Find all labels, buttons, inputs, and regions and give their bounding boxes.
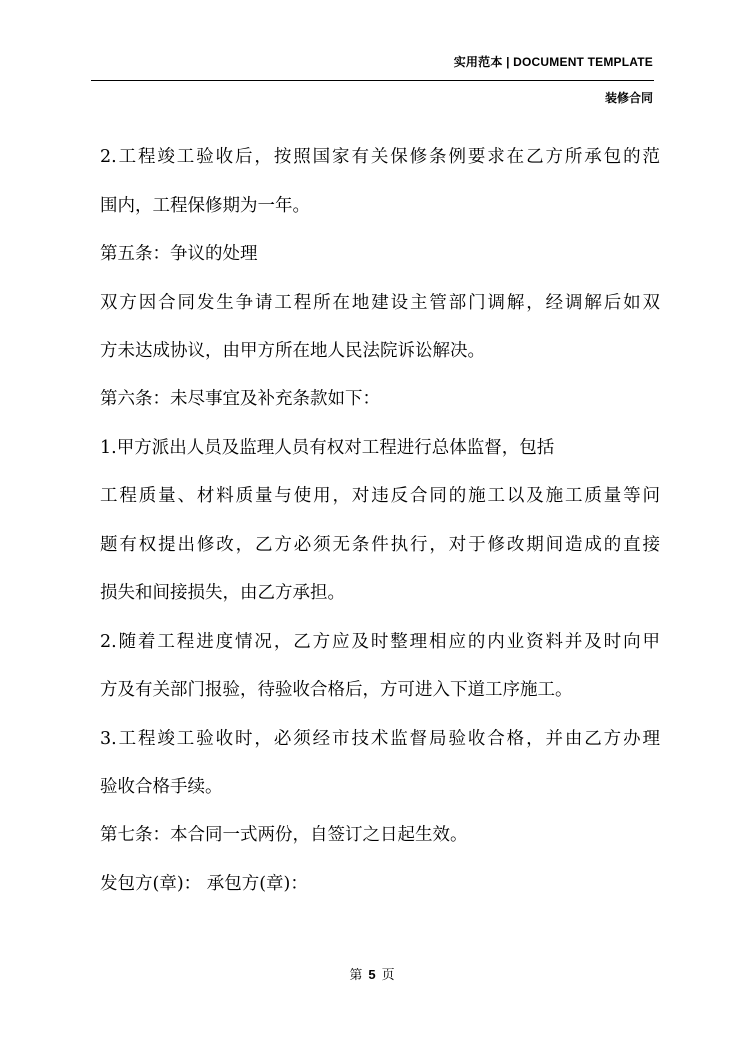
paragraph-line: 双方因合同发生争请工程所在地建设主管部门调解，经调解后如双 (100, 293, 660, 313)
page-number-suffix: 页 (381, 968, 395, 983)
header-subtitle: 装修合同 (604, 91, 653, 105)
paragraph-line: 2.工程竣工验收后，按照国家有关保修条例要求在乙方所承包的范 (100, 147, 660, 167)
paragraph-line: 验收合格手续。 (100, 777, 223, 797)
section-heading: 第六条：未尽事宜及补充条款如下： (100, 389, 380, 409)
signature-line: 发包方(章)： 承包方(章)： (100, 874, 308, 894)
paragraph-line: 题有权提出修改，乙方必须无条件执行，对于修改期间造成的直接 (100, 535, 660, 555)
paragraph-line: 方未达成协议，由甲方所在地人民法院诉讼解决。 (100, 341, 485, 361)
paragraph-line: 工程质量、材料质量与使用，对违反合同的施工以及施工质量等问 (100, 486, 660, 506)
paragraph-line: 损失和间接损失，由乙方承担。 (100, 583, 345, 603)
paragraph-line: 3.工程竣工验收时，必须经市技术监督局验收合格，并由乙方办理 (100, 729, 660, 749)
page-number-value: 5 (368, 967, 376, 982)
page-number-prefix: 第 (349, 968, 363, 983)
paragraph-line: 1.甲方派出人员及监理人员有权对工程进行总体监督，包括 (100, 438, 555, 458)
page-number (0, 964, 744, 983)
paragraph-line: 围内，工程保修期为一年。 (100, 196, 310, 216)
section-heading: 第七条：本合同一式两份，自签订之日起生效。 (100, 825, 468, 845)
header-title: 实用范本 | DOCUMENT TEMPLATE (453, 55, 653, 69)
section-heading: 第五条：争议的处理 (100, 244, 258, 264)
paragraph-line: 方及有关部门报验，待验收合格后，方可进入下道工序施工。 (100, 680, 573, 700)
header-divider (91, 80, 654, 81)
paragraph-line: 2.随着工程进度情况，乙方应及时整理相应的内业资料并及时向甲 (100, 632, 660, 652)
